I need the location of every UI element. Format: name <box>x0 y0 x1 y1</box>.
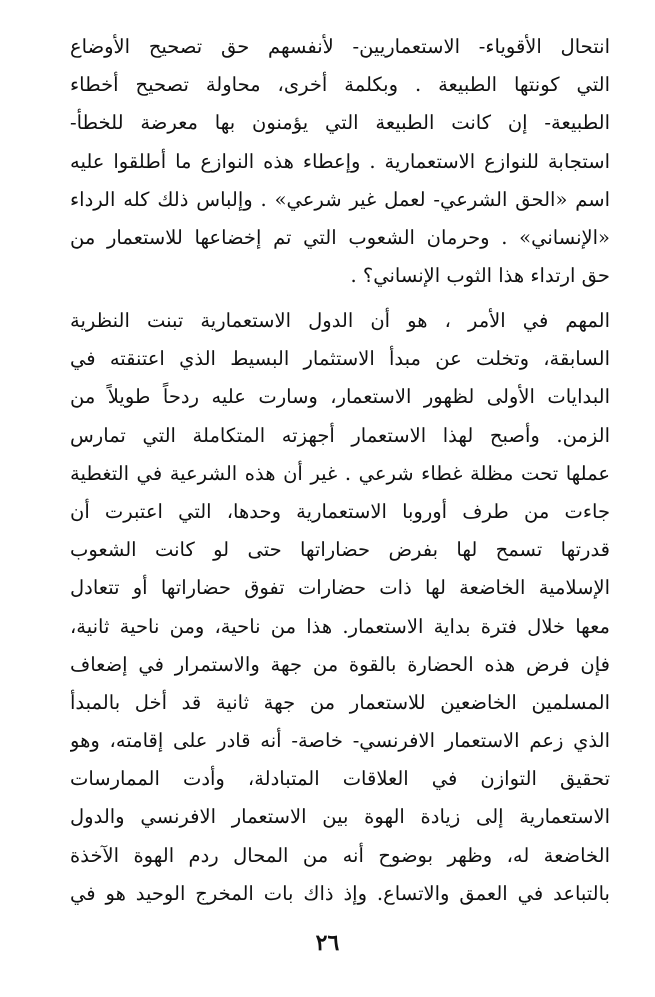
text-line: حق ارتداء هذا الثوب الإنساني؟ . <box>350 264 610 288</box>
text-line: الإسلامية الخاضعة لها ذات حضارات تفوق حضاراتها أو تتعادل <box>70 576 610 600</box>
text-line: المسلمين الخاضعين للاستعمار من جهة ثانية قد أخل بالمبدأ <box>70 690 610 714</box>
text-line: تحقيق التوازن في العلاقات المتبادلة، وأدت الممارسات <box>70 767 610 791</box>
paragraph-2 <box>70 302 610 913</box>
text-line: البدايات الأولى لظهور الاستعمار، وسارت عليه ردحاً طويلاً من <box>70 385 610 409</box>
text-line: الاستعمارية إلى زيادة الهوة بين الاستعمار الافرنسي والدول <box>70 805 610 829</box>
text-line: الذي زعم الاستعمار الافرنسي- خاصة- أنه قادر على إقامته، وهو <box>70 729 610 753</box>
paragraph-1 <box>70 28 610 295</box>
text-line: اسم «الحق الشرعي- لعمل غير شرعي» . وإلباس ذلك كله الرداء <box>70 187 610 211</box>
text-line: التي كونتها الطبيعة . وبكلمة أخرى، محاولة تصحيح أخطاء <box>70 73 610 97</box>
text-line: الزمن. وأصبح لهذا الاستعمار أجهزته المتكاملة التي تمارس <box>70 423 610 447</box>
text-line: معها خلال فترة بداية الاستعمار. هذا من ناحية، ومن ناحية ثانية، <box>70 614 610 638</box>
text-line: فإن فرض هذه الحضارة بالقوة من جهة والاستمرار في إضعاف <box>70 652 610 676</box>
text-line: «الإنساني» . وحرمان الشعوب التي تم إخضاعها للاستعمار من <box>70 225 610 249</box>
text-line: جاءت من طرف أوروبا الاستعمارية وحدها، التي اعتبرت أن <box>70 499 610 523</box>
text-line: قدرتها تسمح لها بفرض حضاراتها حتى لو كانت الشعوب <box>70 538 610 562</box>
text-line: المهم في الأمر ، هو أن الدول الاستعمارية تبنت النظرية <box>70 309 610 332</box>
text-line: الطبيعة- إن كانت الطبيعة التي يؤمنون بها معرضة للخطأ- <box>70 111 610 135</box>
text-line: بالتباعد في العمق والاتساع. وإذ ذاك بات المخرج الوحيد هو في <box>70 881 610 905</box>
text-line: عملها تحت مظلة غطاء شرعي . غير أن هذه الشرعية في التغطية <box>70 461 610 485</box>
text-line: الخاضعة له، وظهر بوضوح أنه من المحال ردم الهوة الآخذة <box>70 843 610 867</box>
page-number: ٢٦ <box>315 930 340 956</box>
text-line: انتحال الأقوياء- الاستعماريين- لأنفسهم حق تصحيح الأوضاع <box>70 35 610 58</box>
text-line: السابقة، وتخلت عن مبدأ الاستثمار البسيط الذي اعتنقته في <box>70 347 610 371</box>
text-line: استجابة للنوازع الاستعمارية . وإعطاء هذه النوازع ما أطلقوا عليه <box>70 149 610 173</box>
